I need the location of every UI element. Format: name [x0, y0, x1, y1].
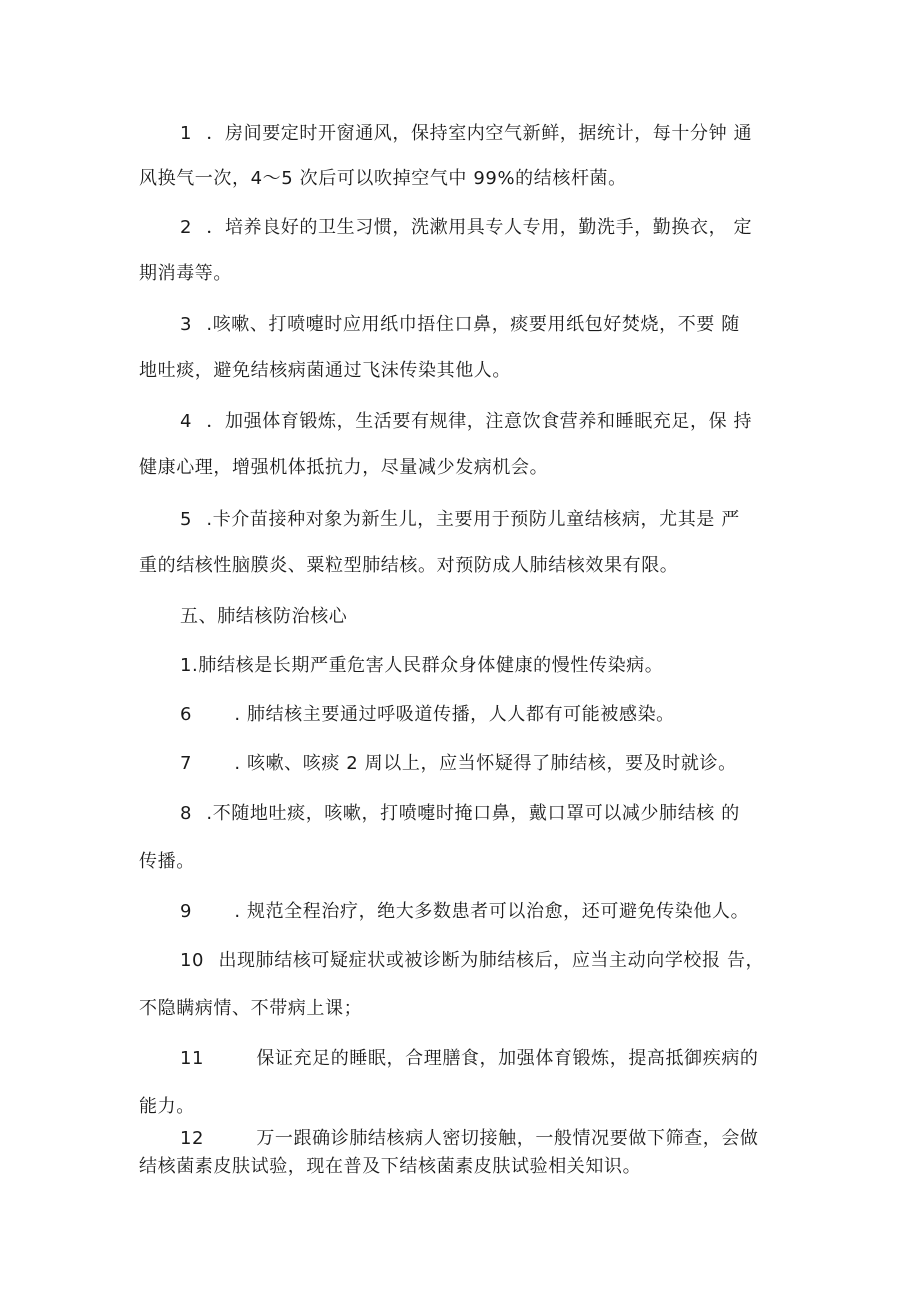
item-text: ．加强体育锻炼，生活要有规律，注意饮食营养和睡眠充足，保 持 [206, 411, 753, 432]
item-text: .不随地吐痰，咳嗽，打喷嚏时掩口鼻，戴口罩可以减少肺结核 的 [206, 803, 740, 824]
item-number: 7 [180, 753, 193, 774]
item-text: 保证充足的睡眠，合理膳食，加强体育锻炼，提高抵御疾病的 [256, 1048, 759, 1069]
item-1-line-1 [180, 122, 752, 146]
item-number: 1 [180, 123, 193, 144]
core-item-11-line-2: 能力。 [139, 1096, 195, 1117]
item-text: ．房间要定时开窗通风，保持室内空气新鲜，据统计，每十分钟 通 [206, 123, 753, 144]
item-3-line-2: 地吐痰，避免结核病菌通过飞沫传染其他人。 [139, 360, 511, 381]
item-number: 3 [180, 314, 193, 335]
core-item-6 [180, 703, 675, 727]
item-text: .卡介苗接种对象为新生儿，主要用于预防儿童结核病，尤其是 严 [206, 509, 740, 530]
core-item-9 [180, 900, 749, 924]
item-number: 8 [180, 803, 193, 824]
item-1-line-2: 风换气一次，4～5 次后可以吹掉空气中 99%的结核杆菌。 [139, 168, 627, 189]
item-text: . 咳嗽、咳痰 2 周以上，应当怀疑得了肺结核，要及时就诊。 [234, 753, 737, 774]
core-item-7 [180, 752, 737, 776]
item-number: 5 [180, 509, 193, 530]
core-item-12-line-1 [180, 1127, 759, 1151]
item-number: 2 [180, 217, 193, 238]
item-number: 10 [180, 950, 205, 971]
core-item-8-line-1 [180, 802, 740, 826]
item-5-line-1 [180, 508, 740, 532]
item-number: 6 [180, 704, 193, 725]
section-heading: 五、肺结核防治核心 [180, 606, 348, 627]
core-item-8-line-2: 传播。 [139, 851, 195, 872]
item-text: 万一跟确诊肺结核病人密切接触，一般情况要做下筛查，会做 [256, 1128, 759, 1149]
item-number: 12 [180, 1128, 205, 1149]
item-number: 9 [180, 901, 193, 922]
core-item-12-line-2: 结核菌素皮肤试验，现在普及下结核菌素皮肤试验相关知识。 [139, 1156, 642, 1177]
item-2-line-2: 期消毒等。 [139, 263, 232, 284]
core-item-11-line-1 [180, 1047, 759, 1071]
item-number: 4 [180, 411, 193, 432]
item-4-line-1 [180, 410, 752, 434]
item-text: ．培养良好的卫生习惯，洗漱用具专人专用，勤洗手，勤换衣， 定 [206, 217, 753, 238]
item-text: .咳嗽、打喷嚏时应用纸巾捂住口鼻，痰要用纸包好焚烧，不要 随 [206, 314, 740, 335]
item-2-line-1 [180, 216, 752, 240]
item-number: 11 [180, 1048, 205, 1069]
core-item-1: 1.肺结核是长期严重危害人民群众身体健康的慢性传染病。 [180, 655, 664, 676]
core-item-10-line-2: 不隐瞒病情、不带病上课； [139, 998, 363, 1019]
core-item-10-line-1 [180, 949, 764, 973]
item-5-line-2: 重的结核性脑膜炎、粟粒型肺结核。对预防成人肺结核效果有限。 [139, 555, 679, 576]
item-text: 出现肺结核可疑症状或被诊断为肺结核后，应当主动向学校报 告， [218, 950, 765, 971]
item-text: . 规范全程治疗，绝大多数患者可以治愈，还可避免传染他人。 [234, 901, 750, 922]
item-4-line-2: 健康心理，增强机体抵抗力，尽量减少发病机会。 [139, 457, 549, 478]
item-3-line-1 [180, 313, 740, 337]
item-text: . 肺结核主要通过呼吸道传播，人人都有可能被感染。 [234, 704, 675, 725]
